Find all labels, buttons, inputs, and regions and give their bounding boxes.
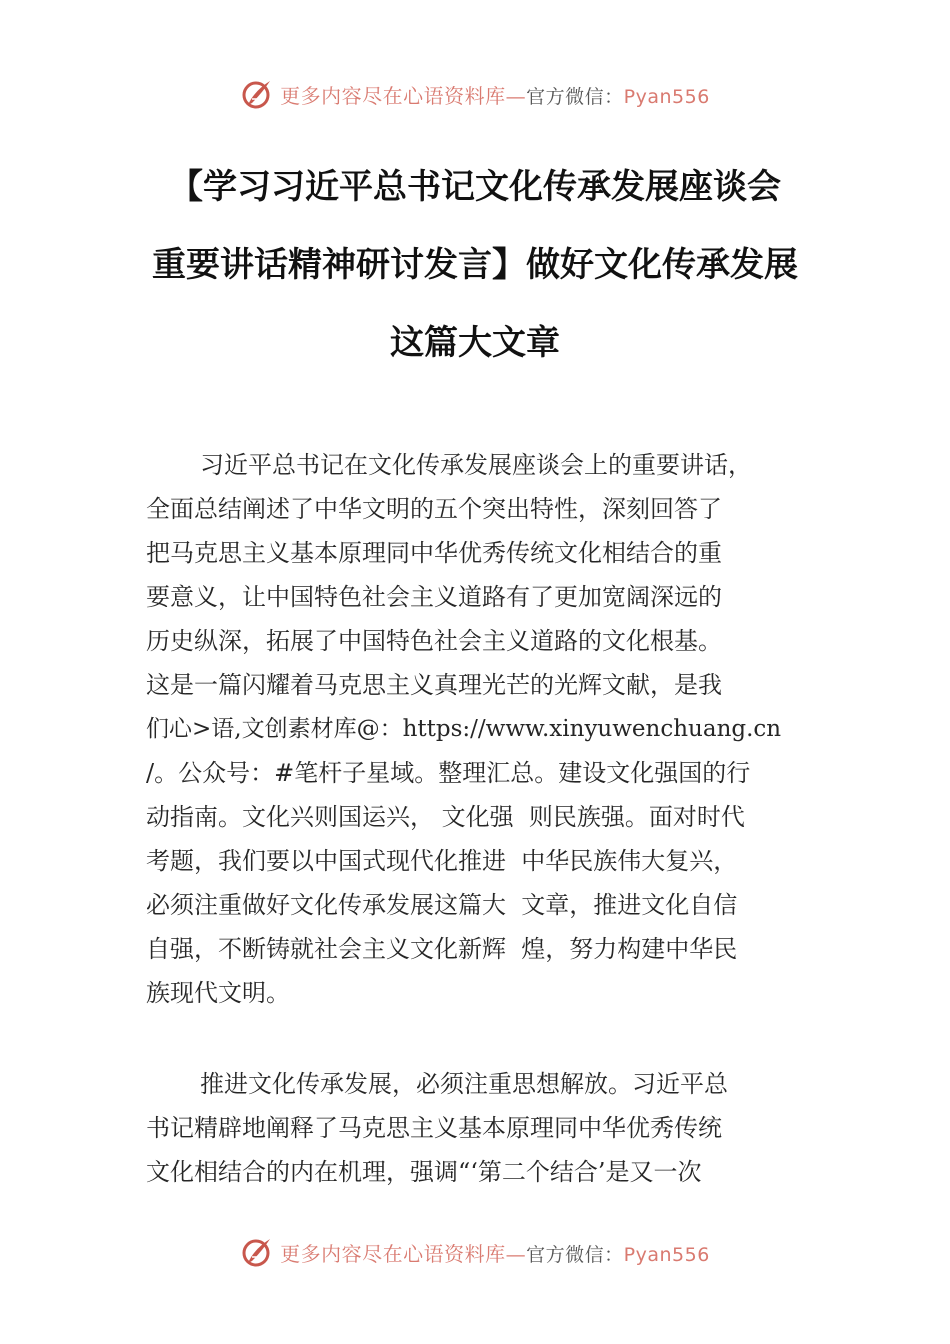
footer-banner <box>0 1232 950 1272</box>
text-line: 族现代文明。 <box>146 979 290 1007</box>
banner-text <box>280 80 710 109</box>
text-line: /。公众号：#笔杆子星域。整理汇总。建设文化强国的行 <box>146 759 751 787</box>
title-line: 这篇大文章 <box>390 323 560 363</box>
text-line: 自强，不断铸就社会主义文化新辉 煌，努力构建中华民 <box>146 935 738 963</box>
wechat-label: 官方微信： <box>526 85 624 108</box>
wechat-id: Pyan556 <box>623 1243 710 1266</box>
text-line: 考题，我们要以中国式现代化推进 中华民族伟大复兴， <box>146 847 738 875</box>
wechat-label: 官方微信： <box>526 1243 624 1266</box>
text-line: 文化相结合的内在机理，强调“‘第二个结合’是又一次 <box>146 1158 702 1186</box>
text-line: 全面总结阐述了中华文明的五个突出特性，深刻回答了 <box>146 495 722 523</box>
title-line: 【学习习近平总书记文化传承发展座谈会 <box>169 167 781 207</box>
title-line: 重要讲话精神研讨发言】做好文化传承发展 <box>152 245 798 285</box>
text-line: 要意义，让中国特色社会主义道路有了更加宽阔深远的 <box>146 583 722 611</box>
text-line: 这是一篇闪耀着马克思主义真理光芒的光辉文献，是我 <box>146 671 722 699</box>
quill-logo-icon <box>240 1235 274 1269</box>
text-line: 推进文化传承发展，必须注重思想解放。习近平总 <box>200 1070 728 1098</box>
quill-logo-icon <box>240 77 274 111</box>
text-line: 把马克思主义基本原理同中华优秀传统文化相结合的重 <box>146 539 722 567</box>
text-line: 动指南。文化兴则国运兴， 文化强 则民族强。面对时代 <box>146 803 745 831</box>
body-paragraph-2 <box>146 1062 836 1194</box>
header-banner <box>0 74 950 114</box>
banner-text <box>280 1238 710 1267</box>
document-title <box>70 148 880 382</box>
text-line: 历史纵深，拓展了中国特色社会主义道路的文化根基。 <box>146 627 722 655</box>
text-line: 们心>语,文创素材库@：https://www.xinyuwenchuang.cn <box>146 716 782 742</box>
text-line: 书记精辟地阐释了马克思主义基本原理同中华优秀传统 <box>146 1114 722 1142</box>
banner-slogan: 更多内容尽在心语资料库— <box>280 83 527 108</box>
body-paragraph-1 <box>146 443 836 1015</box>
text-line: 习近平总书记在文化传承发展座谈会上的重要讲话， <box>200 451 752 479</box>
wechat-id: Pyan556 <box>623 85 710 108</box>
text-line: 必须注重做好文化传承发展这篇大 文章，推进文化自信 <box>146 891 738 919</box>
banner-slogan: 更多内容尽在心语资料库— <box>280 1241 527 1266</box>
